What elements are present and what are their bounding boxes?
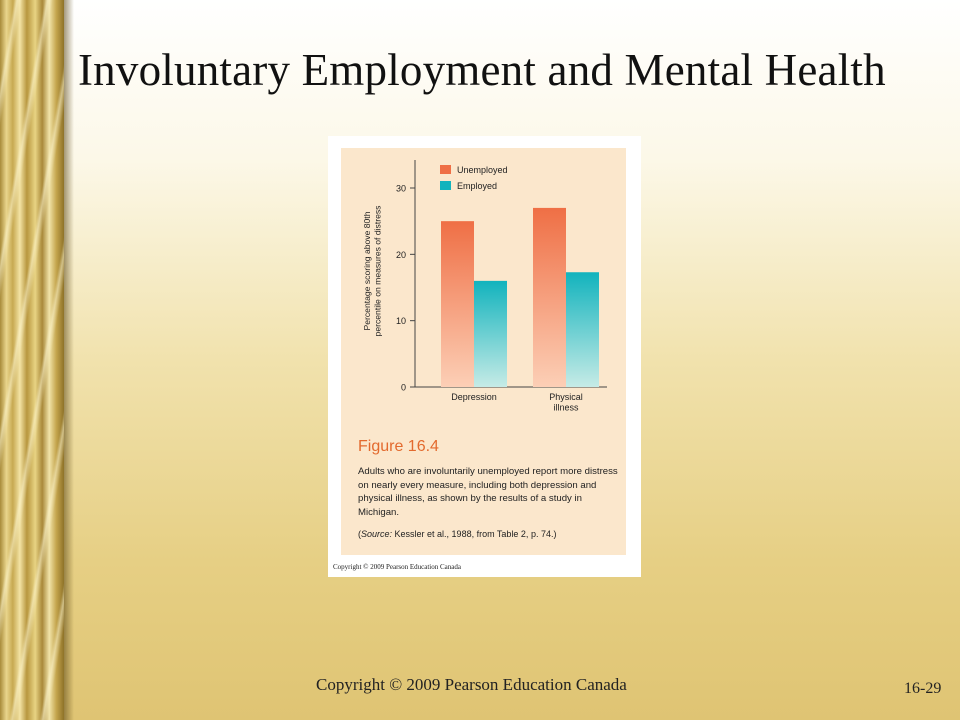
chart-bars	[441, 208, 599, 387]
bar-chart	[341, 148, 626, 428]
y-tick-label: 20	[395, 249, 406, 260]
x-category-label-line: Depression	[451, 392, 497, 402]
figure-copyright: Copyright © 2009 Pearson Education Canada	[333, 563, 461, 571]
decorative-gold-border	[0, 0, 64, 720]
x-category-label	[549, 392, 583, 413]
bar-employed-physical-illness	[566, 272, 599, 387]
x-category-label-line: illness	[553, 402, 579, 413]
source-open-paren: (	[358, 529, 361, 539]
source-label: Source:	[361, 529, 393, 539]
bar-employed-depression	[474, 281, 507, 387]
y-axis-label-line: Percentage scoring above 80th	[362, 211, 372, 331]
source-text: Kessler et al., 1988, from Table 2, p. 74.)	[392, 529, 557, 539]
y-tick-label: 10	[395, 316, 406, 327]
slide-title: Involuntary Employment and Mental Health	[78, 45, 886, 95]
y-axis-label-line: percentile on measures of distress	[372, 205, 383, 337]
x-category-label	[451, 392, 497, 402]
figure-heading: Figure 16.4	[358, 438, 439, 455]
legend-label-employed: Employed	[457, 181, 498, 191]
legend-label-unemployed: Unemployed	[457, 165, 508, 175]
slide-number: 16-29	[904, 680, 942, 697]
slide-footer: Copyright © 2009 Pearson Education Canada	[316, 675, 627, 694]
legend-swatch-unemployed	[440, 165, 451, 174]
chart-legend	[440, 165, 508, 191]
bar-unemployed-depression	[441, 221, 474, 387]
figure-caption: Adults who are involuntarily unemployed report more distress on nearly every measure, including both depression and physical illness, as shown by the results of a study in Michigan.	[358, 466, 618, 518]
legend-swatch-employed	[440, 181, 451, 190]
x-category-label-line: Physical	[549, 392, 583, 402]
y-tick-label: 0	[400, 382, 406, 393]
border-shadow	[64, 0, 74, 720]
y-axis-label	[362, 206, 383, 337]
y-tick-label: 30	[395, 183, 406, 194]
figure-source	[358, 529, 556, 539]
bar-unemployed-physical-illness	[533, 208, 566, 387]
